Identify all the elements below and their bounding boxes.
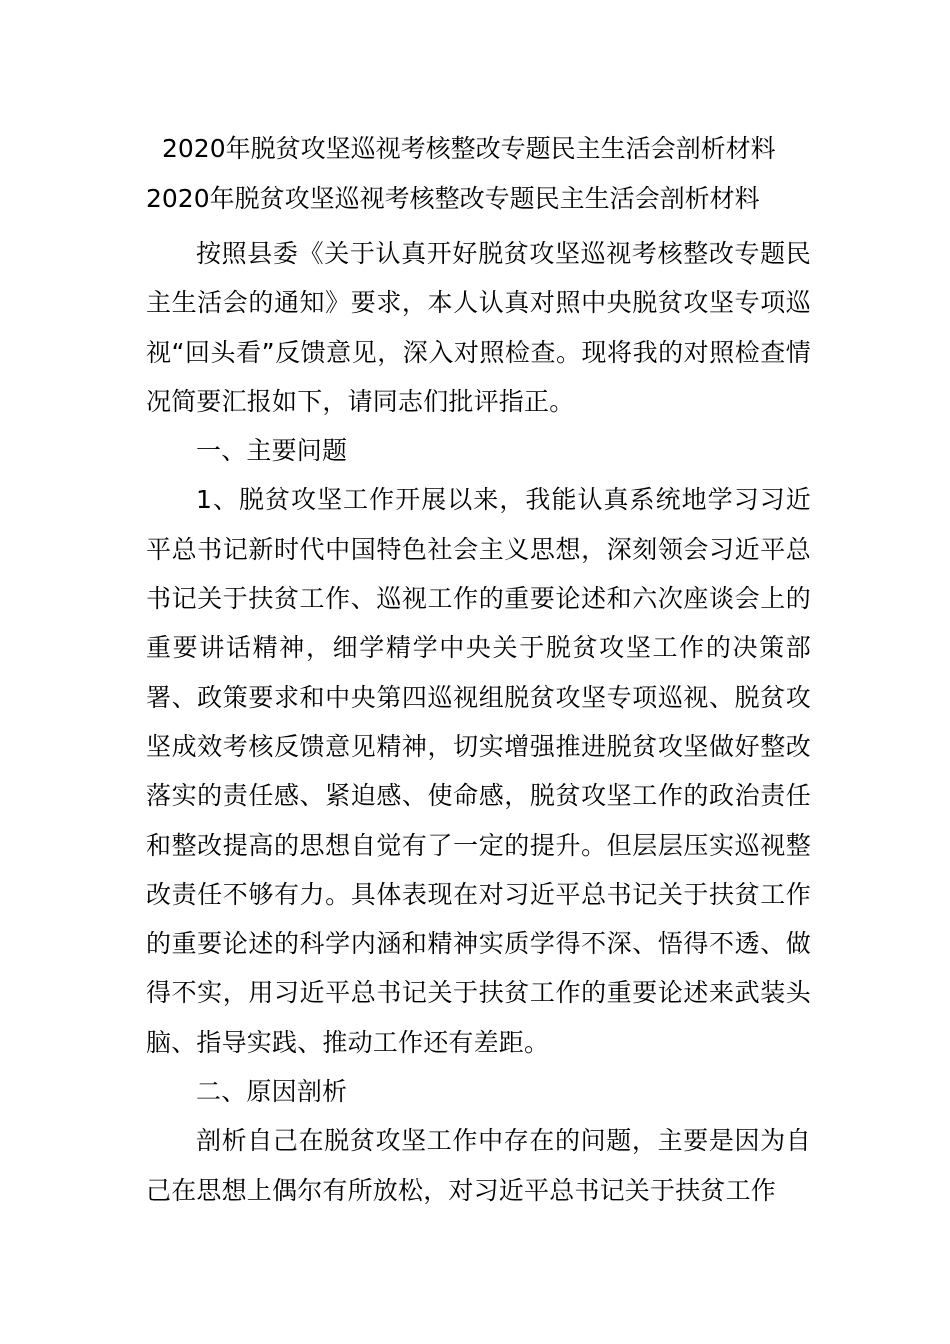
document-body [146, 229, 811, 1215]
intro-paragraph: 按照县委《关于认真开好脱贫攻坚巡视考核整改专题民主生活会的通知》要求，本人认真对照中央脱贫攻坚专项巡视“回头看”反馈意见，深入对照检查。现将我的对照检查情况简要汇报如下，请同志们批评指正。 [146, 239, 811, 416]
section-heading-cause-analysis: 二、原因剖析 [196, 1077, 348, 1107]
section-heading-main-problems: 一、主要问题 [196, 436, 348, 466]
document-title: 2020年脱贫攻坚巡视考核整改专题民主生活会剖析材料 [162, 134, 776, 163]
cause-paragraph-1: 剖析自己在脱贫攻坚工作中存在的问题，主要是因为自己在思想上偶尔有所放松，对习近平总书记关于扶贫工作 [146, 1126, 811, 1205]
problem-paragraph-1: 1、脱贫攻坚工作开展以来，我能认真系统地学习习近平总书记新时代中国特色社会主义思想，深刻领会习近平总书记关于扶贫工作、巡视工作的重要论述和六次座谈会上的重要讲话精神，细学精学中央关于脱贫攻坚工作的决策部署、政策要求和中央第四巡视组脱贫攻坚专项巡视、脱贫攻坚成效考核反馈意见精神，切实增强推进脱贫攻坚做好整改落实的责任感、紧迫感、使命感，脱贫攻坚工作的政治责任和整改提高的思想自觉有了一定的提升。但层层压实巡视整改责任不够有力。具体表现在对习近平总书记关于扶贫工作的重要论述的科学内涵和精神实质学得不深、悟得不透、做得不实，用习近平总书记关于扶贫工作的重要论述来武装头脑、指导实践、推动工作还有差距。 [146, 485, 811, 1057]
document-subtitle: 2020年脱贫攻坚巡视考核整改专题民主生活会剖析材料 [146, 184, 760, 213]
